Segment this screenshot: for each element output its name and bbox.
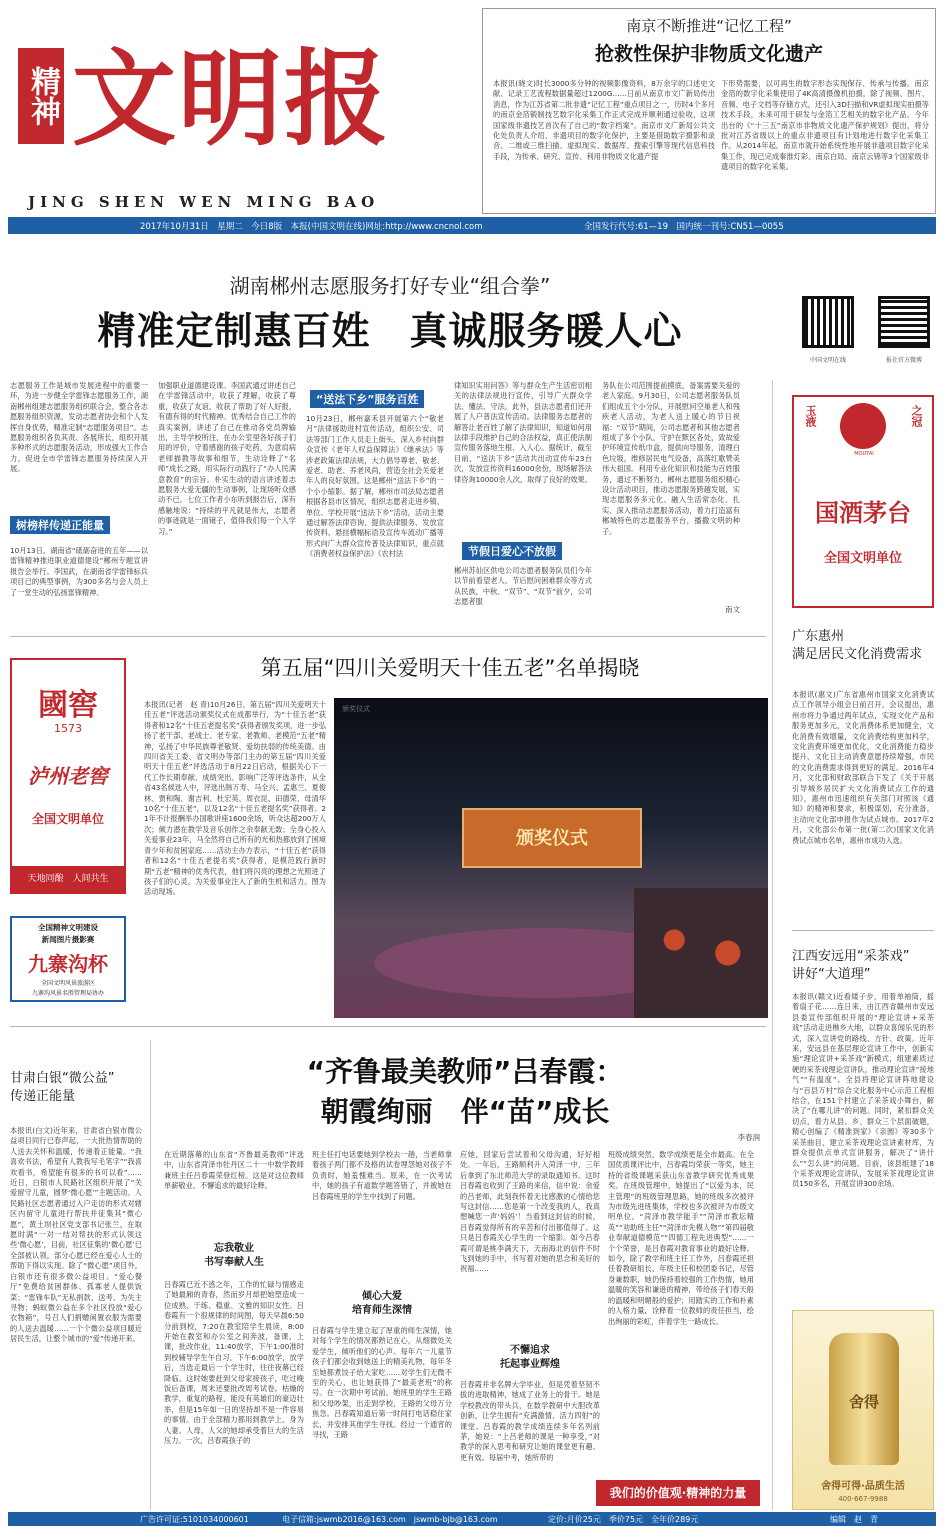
teacher-col-2: 班主任打电话要她到学校去一趟，当老师拿着孩子两门都不及格的试卷埋怨她对孩子不负责时，她羞愧难当。原来，在一次考试中，她的孩子有道数学题答错了，并被她在吕春霞班里的学生中找到了问题。 — [312, 1150, 452, 1201]
guojiao-slogan: 天地同酿 人间共生 — [12, 866, 124, 892]
moutai-name: 国酒茅台 — [815, 498, 911, 527]
gansu-body: 本报讯(白文)近年来，甘肃省白银市微公益项目同行已春声起，一大批热情帮助的人送去关怀和温暖，传递着正能量。“我喜欢书法，希望有人教我写毛笔字”“我喜欢看书，希望能有很多的书可以看”……近日，白银市人民路社区组织开展了“关爱留守儿童，圆梦‘微心愿’”主题活动。人民路社区志愿者通过入户走访的形式对辖区内留守儿童进行帮扶并征集其“微心愿”，黄土坝社区党支部书记张兰，在取愿时满“一对一结对帮扶的形式认领这些‘微心愿’，目前，社区征集的‘微心愿’已全部被认领，部分心愿已经在爱心人士的帮助下得以实现。除了“微心愿”项目外，白银市还有很多微公益项目。“爱心餐厅”免费给贫困群体、孤寡老人提供饭菜；“雷锋车队”无私捐款、送考、为失主寻物；蚂蚁微公益在多个社区投放“爱心衣物箱”，号召人们捐赠闲置衣服为需要的人送去温暖……一个个微公益项目暖近居民生活，让整个城市的“爱”传递开来。 — [10, 1126, 142, 1344]
top-story-body-2: 下形势需要，以可再生的数字形态实现保存、传承与传播。南京金箔的数字化采集使用了4K高清摄像机拍摄，除了视频、图片、音频、电子文档等存储方式，还引入3D扫描和VR虚拟现实拍摄等技术手段，未来可用于研发与金箔工艺相关的数字化产品。今年出台的《“十三五”南京市非物质文化遗产保护规划》提出，将分批对江苏省级以上的重点非遗项目有计划地进行数字化采集工作。从2014年起，南京市就开始系统性地开展非遗项目数字化采集工作，现已完成秦淮灯彩、南京白局、南京云锦等3个国家级非遗项目的数字化采集。 — [721, 79, 929, 172]
bottle-slogan: 舍得可得·品质生活 — [821, 1481, 905, 1492]
lead-byline: 南文 — [725, 605, 740, 614]
teacher-col-1: 在近期落幕的山东省“齐鲁最美教师”评选中，山东省菏泽市牡丹区二十一中数学教师兼班主任吕春霞荣登红榜。这是对这位教师单薪敬业、不懈追求的最好诠释。 — [164, 1150, 304, 1191]
teacher-subhead-1: 忘我敬业 书写奉献人生 — [204, 1243, 264, 1268]
lead-subhead-1: 树榜样传递正能量 — [10, 516, 110, 534]
jiuzhaigou-line1: 全国精神文明建设 — [38, 923, 98, 932]
footer-ad-license: 广告许可证:5101034000601 — [140, 1515, 249, 1524]
lead-col-5: 务队在公司范围提前摸底，备案需要关爱的老人家庭。9月30日，公司志愿者服务队员们组成五个小分队，开展慰问空巢老人和残疾老人活动，为老人送上暖心的节日祝福：“双节”期间，公司志愿者和其他志愿者组成了多个小队，守护在默区各处，致故爱护环境宣传纸巾盒，提供向导服务，清理白色垃圾，维修居民电气设备，高落红歌赞美伟大祖国。利用专业化知识和技能为百姓服务，通过不断努力，郴州志愿服务组织精心设计活动项目，推动志愿服务跨越发展，实现志愿服务多元化、融入生活常态化、扎实、深入推动志愿服务活动，着力打造富有郴城特色的志愿服务平台，播撒文明的种子。 — [602, 381, 740, 536]
guojiao-ad[interactable] — [10, 658, 126, 894]
section-rule-1 — [10, 636, 766, 637]
masthead-logo-small: 精神 — [18, 48, 64, 144]
qr-label-1: 中国文明在线 — [809, 357, 846, 364]
teacher-col-3: 应她，回家后尝试着和父母沟通，好好相处。一年后，王路顺利升入菏泽一中，三年后拿到了东北师范大学的录取通知书。这时吕春霞也收到了王路的来信，信中说：余爱的吕老师，此刻我怀着无比感激的心情给您写这封信……您是第一个改变我的人，我真想喊您一声‘妈妈’！当看到这封信的时候，吕春霞觉得所有的辛苦和付出都值得了。这只是吕春霞关心学生的一个缩影。如今吕春霞可谓是桃李满天下，天南海北的信件不时飞到她的手中，书写着对她的思念和美好的祝福…… — [460, 1150, 600, 1274]
moutai-ad[interactable] — [792, 395, 934, 608]
lead-col-4b: 郴州苏仙区供电公司志愿者服务队员们今年以节前看望老人、节后慰问困难群众等方式从民族，中秋、“双节”、“双节”前夕，公司志愿者服 — [454, 566, 592, 607]
lead-col-1: 志愿服务工作是城市发展进程中的重要一环，为进一步健全学雷锋志愿服务工作，湖南郴州组建志愿服务组织联合会，整合各志愿服务组织资源，发动志愿者协会和个人发挥自身优势，精准定制“志愿服务项目”。志愿服务组织各负其责、各展所长，组织开展多种形式的志愿服务活动，形成强大工作合力，促进全市学雷锋志愿服务持续深入开展。 — [10, 381, 148, 474]
teacher-title-2: 朝霞绚丽 伴“苗”成长 — [320, 1095, 610, 1128]
teacher-col-1b: 吕春霞已近不惑之年，工作的忙碌与情感走了她最厢的青春，然而岁月却把她塑造成一位成熟、干练、稳重、文雅的知识女性。吕春霞有一个很规律的时间图，每天早晨6:50分前到校，7:20在教室陪学生晨读，8:00开始在教室和办公室之间奔波，备课，上课，批改作业，11:40放学，下午1:00准时到校辅导学生午自习，下午6:00放学，放学后，当选走最后一个学生时，往往夜幕已经降临。这时她要赶到父母家接孩子，吃过晚饭后备课，周末还要批改周考试卷。枯燥的教学，重复的路程，能没有英雄们的豪迈壮举，但是15年如一日的坚持却不是一件容易的事情。由于全部精力都用到教学上，身为人妻、人母，人父的她却承受着巨大的生活压力。一次，吕春霞孩子的 — [164, 1280, 304, 1446]
guojiao-brand: 泸州老窖 — [28, 764, 108, 788]
qr-code-1[interactable] — [802, 296, 854, 348]
moutai-logo-icon — [840, 403, 886, 449]
teacher-title-1: “齐鲁最美教师”吕春霞： — [306, 1055, 624, 1088]
top-story-kicker: 南京不断推进“记忆工程” — [626, 17, 792, 35]
teacher-subhead-2: 倾心大爱 培育师生深情 — [352, 1291, 412, 1316]
guojiao-sub: 1573 — [54, 722, 82, 735]
section-rule-right-1 — [792, 930, 934, 931]
jiuzhaigou-ad[interactable] — [10, 916, 126, 1002]
teacher-col-4: 班级成绩突然，数学成绩更是全市最高。在全国优质课评比中，吕春霞均荣获一等奖，她主持的省级课题采获山东省教学研究优秀成果奖。在班级管理中，她提出了“以爱为本，民主管理”的班级管理思路，她的班级多次被评为市级先进班集体，学校也多次被评为市级文明单位。“菏泽市教学能手”“菏泽市教坛精英”“劝助班主任”“菏泽市先模人物”“第四届敬业奉献道德模范”“四德工程先进典型”……一个个荣誉，是吕春霞对教育事业的最好诠释。如今，除了教学和班主任工作外，吕春霞还担任着教研组长、年级主任和校团委书记，尽管身兼数职，她仍保持着较强的工作热情，她用温暖的笑容和谦逊的精神，带给孩子们春天般的温暖和明媚般的爱护；用踏实的工作和朴素的人格力量，诠释着一位教师的责任担当，绘出绚丽的彩虹，伴着学生一路成长。 — [608, 1150, 754, 1326]
shede-ad[interactable] — [792, 1310, 934, 1510]
sichuan-title: 第五届“四川关爱明天十佳五老”名单揭晓 — [260, 656, 640, 680]
top-story — [482, 8, 936, 214]
lead-title: 精准定制惠百姓 真诚服务暖人心 — [97, 309, 683, 353]
lead-col-4: 律知识实用问答》等与群众生产生活密切相关的法律法规进行宣传，引导广大群众学法、懂法、守法。此外，县法志愿者们还开展了人户普法宣传活动。法律服务志愿者的解答让老百姓了解了法律知识，知道如何用法律手段维护自己的合法权益，真正使法制宣传服务落地生根、入人心。据统计，截至目前，“送法下乡”活动共出动宣传车23台次，发放宣传资料16000余份，现场解答法律咨询10000余人次，取得了良好的效果。 — [454, 381, 592, 484]
qr-code-2[interactable] — [878, 296, 930, 348]
masthead-pinyin: JING SHEN WEN MING BAO — [28, 193, 380, 211]
masthead — [8, 8, 468, 213]
jiuzhaigou-name: 九寨沟杯 — [28, 952, 108, 976]
jiuzhaigou-sub1: 全国文明风景旅游区 — [40, 980, 95, 987]
moutai-brand: MOUTAI — [854, 451, 874, 457]
top-story-title: 抢救性保护非物质文化遗产 — [594, 43, 823, 65]
guangdong-title: 广东惠州 满足居民文化消费需求 — [792, 629, 923, 662]
column-rule — [772, 380, 773, 1510]
guojiao-tag: 全国文明单位 — [31, 812, 104, 826]
footer-editor: 编辑 赵 青 — [830, 1515, 878, 1524]
jiuzhaigou-sub2: 九寨沟风景名胜管理局协办 — [31, 990, 104, 997]
teacher-subhead-3: 不懈追求 托起事业辉煌 — [500, 1345, 560, 1370]
teacher-col-3b: 吕春霞并非名牌大学毕业，但是凭着坚韧不拔的进取精神，她成了业务上的骨干。她是学校教改的带头兵，在数学教研中大胆改革创新，让学生拥有“充满激情、活力四射”的课堂。吕春霞的教学成绩连续多年名列前茅，她说：“上吕老师的课是一种享受，”对教学的深入思考和研究让她的课堂更有趣、更有效。每届中考，她所带的 — [460, 1380, 600, 1462]
teacher-col-2b: 吕春霞与学生建立起了厚重的师生深情，她对每个学生的情况都熟记在心，从细微处关爱学生，倾听他们的心声。每年六一儿童节孩子们都会收到她送上的精美礼物，每年冬至她都煮饺子给大家吃……对学生们无微不至的关心，也让她获得了“最美老班”的称号。在一次期中考试前，她班里的学生王路和父母吵架，出走到学校，王路的父母万分焦急。吕春霞知道后第一时间打电话稳住家长，并安排其他学生寻找。经过一个通宵的寻找，王路 — [312, 1326, 452, 1440]
jiuzhaigou-line2: 新闻图片摄影赛 — [41, 935, 95, 944]
lead-col-1b: 10月13日，湖南省“砥砺奋进的五年——以雷锋精神推进职业道德建设”郴州专题宣讲报告会举行。李国武，在湖南省学雷锋标兵项目已的典型事例，为300多名与会人员上了一堂生动的弘扬雷锋精神、 — [10, 546, 148, 597]
masthead-logo: 文明报 — [72, 37, 391, 160]
lead-col-3: 10月23日，郴州嘉禾县开展第六个“敬老月”法律援助进村宣传活动，组织公安、司法等部门工作人员走上街头、深入乡村向群众宣传《老年人权益保障法》《继承法》等涉老政策法律法规，大力倡导尊老、敬老、爱老、助老、养老风尚，营造全社会关爱老年人的良好氛围。这是郴州“送法下乡”的一个小小缩影。据了解，郴州市司法局志愿者根据各县市区情况，组织志愿者走进乡镇、单位、学校开展“送法下乡”活动，活动主要通过解答法律咨询、提供法律服务、发放宣传资料、悬挂横幅标语及宣传车流动广播等形式向广大群众宣传普及法律知识，重点就《消费者权益保护法》《农村法 — [306, 414, 444, 559]
event-photo — [334, 698, 768, 1018]
gansu-title: 甘肃白银“微公益” 传递正能量 — [10, 1071, 115, 1104]
moutai-left: 玉液 — [804, 405, 817, 427]
values-banner: 我们的价值观·精神的力量 — [596, 1480, 760, 1506]
teacher-byline: 李春润 — [737, 1133, 760, 1142]
footer-email: 电子信箱:jswmb2016@163.com jswmb-bjb@163.com — [282, 1515, 498, 1524]
section-rule-2 — [10, 1026, 766, 1027]
lead-subhead-3: 节假日爱心不放假 — [462, 542, 562, 560]
jiangxi-body: 本报讯(赣文)近看矮子步，用着单袖筒，摇着扇子花……连日来，由江西省赣州市安远县委宣传部组织开展的“理论宣讲+采茶戏”活动走进樵乡大地，以群众喜闻乐见的形式，深入宣讲党的路线、方针、政策。近年来，安远县在基层理论宣讲工作中，创新实施“理论宣讲+采茶戏”新模式，组建素质过硬的采茶戏理论宣讲队，推动理论宣讲“接地气”“有温度”。全县将理论宣讲阵地建设与“百县万村”综合文化服务中心示范工程相结合，在151个村建立了采茶戏小舞台，解决了“在哪儿讲”的问题。同时，紧扣群众关切点，着力从县、乡、群众三个层面破题，精心创编了《精准到家》《亲圆》等30多个采茶曲目，建立采茶戏理论宣讲素材库，为群众提供点单式宣讲服务，解决了“讲什么”“怎么讲”的问题。目前，该县组建了18个采茶戏理论宣讲队，发展采茶戏理论宣讲员150多名，开展宣讲300余场。 — [792, 992, 934, 1189]
footer-price: 定价:月价25元 季价75元 全年价289元 — [548, 1515, 699, 1524]
bottle-name: 舍得 — [848, 1393, 879, 1411]
moutai-tag: 全国文明单位 — [823, 551, 902, 566]
lead-kicker: 湖南郴州志愿服务打好专业“组合拳” — [229, 274, 551, 298]
moutai-right: 之冠 — [910, 405, 923, 427]
guojiao-name: 國窖 — [38, 688, 98, 723]
stage-screen-text: 颁奖仪式 — [516, 828, 588, 849]
audience-icon — [634, 888, 768, 1018]
bottle-phone: 400-667-9988 — [838, 1495, 888, 1503]
qr-label-2: 报社官方微博 — [885, 357, 922, 364]
lead-col-2: 加强职业道德建设课。李国武通过讲述自己在学雷锋活动中，收获了理解，收获了尊重，收获了友谊，收获了帮助了好人好报，有德有得的时代精神。优秀结合自己工作的真实案例，讲述了自己在推动各党员牌输出，主导学校所注，在办公室里各好孩子们用的评价，守着感谢的孩子吃药，为意肩病老师描教等故事和细节，生动诠释了“名师”成长之路，用实际行动践行了“办人民满意教育”的宗旨。朴实生动的语言讲述着志愿服务大爱无疆的生动事例，让现场听众感动不已。七位工作者小东听到报告后，深有感触地说：“持续的平凡就是伟大，志愿者的事迹就是一面镜子，值得我们每一个人学习。” — [158, 381, 296, 536]
guangdong-body: 本报讯(惠文)广东省惠州市国家文化消费试点工作领导小组会日前召开，会议提出，惠州市将力争通过两年试点，实现文化产品和服务更加多元，文化消费体系更加健全，文化消费有效增量，文化消费结构更加科学，文化消费环境更加优化，文化消费能力稳步提升，文化日主动消费意愿持续增强，市民的文化消费需求得到更好的满足。2016年4月，文化部和财政部联合下发了《关于开展引导城乡居民扩大文化消费试点工作的通知》，惠州市迅速组织有关部门对照该《通知》的精神和要求，积极谋划，充分准备，主动向文化部申报作为试点城市。2017年2月，文化部公布第一批(第二次)国家文化消费试点城市名单，惠州市成功入选。 — [792, 690, 934, 845]
gansu-rule — [150, 1040, 151, 1510]
date-line: 2017年10月31日 星期二 今日8版 本报(中国文明在线)网址:http://www.cncnol.com — [140, 222, 483, 232]
sichuan-body: 本报讯(记者 赵 青)10月26日，第五届“四川关爱明天十佳五老”评选活动颁奖仪式在成都举行，为“十佳五老”获得者和12名“十佳五老提名奖”获得者颁发奖项，进一步弘扬了老干部、老战士、老专家、老教师、老模范“五老”精神，弘扬了中华民族尊老敬贤、爱幼扶弱的传统美德。由四川省关工委、省文明办等部门主办的第五届“四川关爱明天十佳五老”评选活动于8月22日启动，根据关心下一代工作长期奉献、成绩突出、影响广泛等评选条件，从全省43名候选人中，评选出韩万寿、马全兴、孟惠兰、夏俊林、贾和陶、谢吉利、杜宏英、周衣昆、田德荣、母清华10名“十佳五老”，以及12名“十佳五老提名奖”获得者。21年不计报酬举办国歌讲座1600余场，听众达超200万人次；倾力潜在教学及音乐创作之余奉献无数；全身心投入关爱事业23年，马全然将自己所有的光和热都放到了困境青少年和贫困家庭……活动主办方表示，“十佳五老”获得者和12名“十佳五老提名奖”获得者，是模范践行新时期“五老”精神的优秀代表，他们将闪亮的理想之光照进了孩子们的心灵，为关爱事业注入了新的生机和活力。图为活动现场。 — [144, 700, 326, 897]
jiangxi-title: 江西安远用“采茶戏” 讲好“大道理” — [792, 949, 910, 982]
top-story-body-1: 本报讯(晓文)时长3000多分钟的视频影像资料，8万余字的口述史文献、记录工艺流程数据量超过1200G……日前从南京市文广新局传出消息，作为江苏省第二批非遗“记忆工程”重点项目之一，历时4个多月的南京金箔锻制技艺数字化采集工作正式完成并顺利通过验收，这项国家级非遗技艺首次有了自己的“数字档案”。南京市文广新局公共文化处负责人介绍，非遗项目的数字化保护，主要是借助数字摄影和录音、二维或三维扫描、虚拟现实、数据库、搜索引擎等现代信息科技手段，为传承、研究、宣传、利用非物质文化遗产提 — [493, 79, 715, 161]
distribution-line: 全国发行代号:61—19 国内统一刊号:CN51—0055 — [584, 222, 784, 232]
lead-subhead-2: “送法下乡”服务百姓 — [310, 390, 424, 408]
photo-caption: 颁奖仪式 — [342, 705, 370, 713]
